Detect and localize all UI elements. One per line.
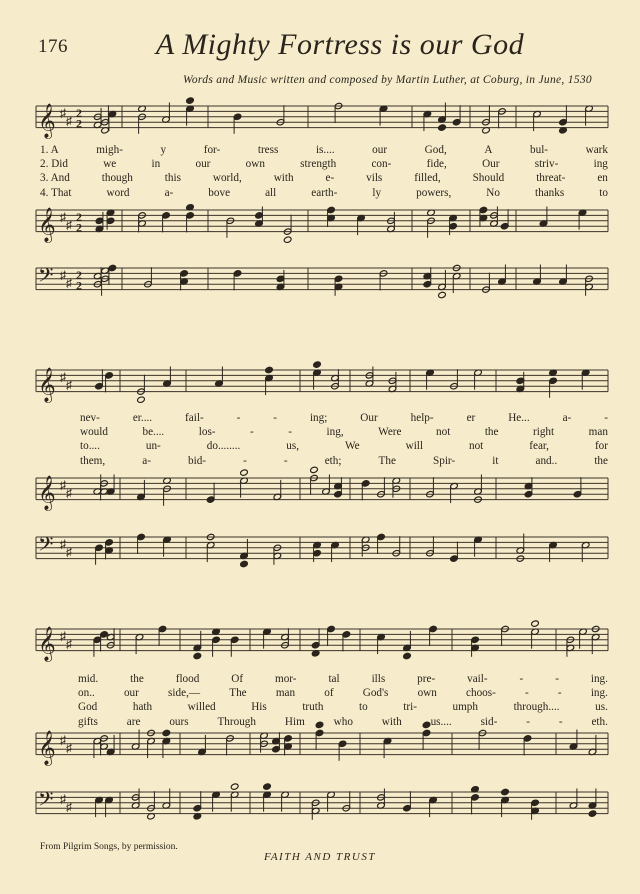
lyric-syllable: los- <box>198 426 216 439</box>
lyric-verse-2 <box>40 157 608 171</box>
lyric-verse-3 <box>80 439 608 453</box>
time-signature: 2 <box>76 278 82 293</box>
lyric-syllable: a- <box>164 186 174 199</box>
sharp-icon: ♯ <box>60 536 66 551</box>
lyric-syllable: God <box>78 701 98 714</box>
lyric-syllable: man <box>275 687 296 700</box>
lyric-syllable: though <box>101 172 133 185</box>
sharp-icon: ♯ <box>60 477 66 492</box>
lyric-syllable: ing; <box>309 412 328 424</box>
lyric-syllable: - <box>526 715 530 728</box>
lyric-syllable: and.. <box>535 454 558 467</box>
sharp-icon: ♯ <box>60 791 66 806</box>
lyric-syllable: tress <box>257 144 279 156</box>
lyric-syllable: wark <box>585 144 608 156</box>
lyric-syllable: threat- <box>536 172 566 185</box>
lyric-syllable: migh- <box>96 144 123 156</box>
sharp-icon: ♯ <box>66 799 72 814</box>
lyric-syllable: truth <box>302 701 324 714</box>
treble-clef-icon: 𝄞 <box>38 730 56 766</box>
lyric-syllable: tri- <box>403 701 417 714</box>
treble-clef-icon: 𝄞 <box>38 367 56 403</box>
sharp-icon: ♯ <box>66 740 72 755</box>
lyric-syllable: ly <box>372 186 382 199</box>
lyric-syllable: ing. <box>590 687 608 700</box>
lyric-syllable: who <box>333 715 353 728</box>
lyric-verse-1 <box>40 143 608 157</box>
lyric-syllable: Him <box>284 715 305 728</box>
lyric-syllable: - <box>243 454 247 467</box>
lyric-syllable: be.... <box>142 426 165 439</box>
lyric-verse-2 <box>78 686 608 700</box>
lyric-syllable: con- <box>371 158 392 171</box>
sharp-icon: ♯ <box>60 209 66 224</box>
treble-clef-icon: 𝄞 <box>38 626 56 662</box>
lyric-syllable: to.... <box>80 440 100 453</box>
lyric-syllable: umph <box>452 701 478 714</box>
lyric-syllable: God, <box>424 144 447 156</box>
sharp-icon: ♯ <box>60 732 66 747</box>
lyric-syllable: thanks <box>535 186 565 199</box>
note-head <box>137 396 146 403</box>
lyric-syllable: on.. <box>78 687 95 700</box>
note-head <box>265 366 274 373</box>
lyric-verse-1 <box>78 672 608 686</box>
section-category: FAITH AND TRUST <box>264 851 376 863</box>
lyric-syllable: are <box>126 715 141 728</box>
note-head <box>193 652 202 659</box>
lyric-syllable: a- <box>142 454 151 467</box>
time-signature: 2 <box>76 267 82 282</box>
bass-clef-icon: 𝄢 <box>38 787 54 816</box>
page-number: 176 <box>38 36 68 57</box>
lyric-syllable: word <box>106 186 130 199</box>
note-head <box>531 620 540 627</box>
lyric-syllable: right <box>533 426 555 439</box>
note-head <box>186 97 195 104</box>
lyric-syllable: in <box>151 158 161 171</box>
lyric-syllable: would <box>80 426 108 439</box>
lyric-syllable: en <box>597 172 608 185</box>
lyric-syllable: 3. And <box>40 172 70 185</box>
lyric-syllable: Spir- <box>433 454 456 467</box>
note-head <box>438 124 447 131</box>
lyric-syllable: not <box>436 426 451 439</box>
lyric-syllable: vils <box>366 172 383 185</box>
lyric-syllable: to <box>359 701 368 714</box>
note-head <box>588 810 597 817</box>
lyric-syllable: - <box>557 687 562 700</box>
lyric-syllable: 1. A <box>40 144 59 156</box>
note-head <box>230 783 239 790</box>
sharp-icon: ♯ <box>66 636 72 651</box>
lyric-syllable: ours <box>169 715 189 728</box>
lyric-syllable: man <box>588 426 608 439</box>
lyric-syllable: Of <box>231 673 244 685</box>
sharp-icon: ♯ <box>66 377 72 392</box>
lyric-syllable: do........ <box>206 440 241 453</box>
lyric-syllable: of <box>324 687 334 700</box>
lyric-syllable: No <box>486 186 500 199</box>
lyric-syllable: mor- <box>275 673 297 685</box>
note-head <box>240 469 249 476</box>
hymn-title: A Mighty Fortress is our God <box>155 28 525 61</box>
time-signature: 2 <box>76 116 82 131</box>
lyric-syllable: Our <box>482 158 500 171</box>
lyric-syllable: strength <box>300 158 337 171</box>
lyric-syllable: pre- <box>417 673 436 685</box>
lyric-syllable: - <box>250 426 254 439</box>
lyric-verse-2 <box>80 425 608 439</box>
lyrics-system-2 <box>80 411 608 468</box>
lyric-syllable: e- <box>325 172 335 185</box>
time-signature: 2 <box>76 209 82 224</box>
note-head <box>403 652 412 659</box>
sharp-icon: ♯ <box>60 105 66 120</box>
sharp-icon: ♯ <box>60 267 66 282</box>
lyric-syllable: nev- <box>80 412 100 424</box>
lyric-syllable: er <box>466 412 476 424</box>
lyric-syllable: The <box>229 687 247 700</box>
lyric-syllable: to <box>599 186 608 199</box>
lyrics-system-3 <box>78 672 608 729</box>
bass-clef-icon: 𝄢 <box>38 532 54 561</box>
lyric-verse-4 <box>40 186 608 200</box>
lyric-syllable: our <box>372 144 388 156</box>
lyric-syllable: ills <box>371 673 386 685</box>
bass-clef-icon: 𝄢 <box>38 263 54 292</box>
lyric-syllable: us, <box>286 440 300 453</box>
lyric-syllable: is.... <box>315 144 335 156</box>
lyric-syllable: it <box>492 454 499 467</box>
lyric-syllable: with <box>273 172 294 185</box>
lyric-syllable: choos- <box>466 687 496 700</box>
lyric-syllable: tal <box>328 673 340 685</box>
note-head <box>438 291 447 298</box>
lyric-syllable: filled, <box>414 172 441 185</box>
lyric-syllable: - <box>288 426 293 439</box>
lyric-syllable: we <box>103 158 117 171</box>
lyric-verse-1 <box>80 411 608 425</box>
lyric-syllable: our <box>123 687 139 700</box>
lyric-verse-3 <box>40 171 608 185</box>
lyric-syllable: - <box>558 715 563 728</box>
lyric-syllable: bul- <box>530 144 549 156</box>
lyric-syllable: A <box>484 144 493 156</box>
lyrics-system-1 <box>40 143 608 200</box>
lyric-syllable: We <box>345 440 360 453</box>
note-head <box>240 560 249 567</box>
lyric-syllable: fide, <box>426 158 447 171</box>
lyric-syllable: - <box>525 687 529 700</box>
lyric-syllable: eth. <box>591 715 608 728</box>
lyric-syllable: them, <box>80 454 106 467</box>
lyric-syllable: own <box>417 687 437 700</box>
lyric-syllable: for- <box>203 144 221 156</box>
lyric-syllable: fear, <box>529 440 549 453</box>
lyric-syllable: vail- <box>467 673 488 685</box>
lyric-verse-4 <box>78 715 608 729</box>
sharp-icon: ♯ <box>66 113 72 128</box>
lyric-syllable: powers, <box>416 186 452 199</box>
hymn-credit: Words and Music written and composed by Martin Luther, at Coburg, in June, 1530 <box>183 74 592 86</box>
lyric-syllable: all <box>265 186 277 199</box>
sharp-icon: ♯ <box>66 485 72 500</box>
lyric-syllable: God's <box>362 687 389 700</box>
lyric-syllable: striv- <box>534 158 559 171</box>
lyric-verse-3 <box>78 700 608 714</box>
lyric-syllable: - <box>604 412 608 424</box>
lyric-syllable: help- <box>410 412 434 424</box>
lyric-syllable: the <box>130 673 144 685</box>
sharp-icon: ♯ <box>60 628 66 643</box>
lyric-syllable: - <box>273 412 278 424</box>
lyric-syllable: earth- <box>311 186 338 199</box>
lyric-syllable: - <box>519 673 524 685</box>
lyric-syllable: Through <box>217 715 256 728</box>
lyric-syllable: ing, <box>326 426 344 439</box>
lyric-syllable: this <box>164 172 181 185</box>
lyric-syllable: side,— <box>168 687 201 700</box>
sharp-icon: ♯ <box>66 275 72 290</box>
lyric-syllable: mid. <box>78 673 99 685</box>
treble-clef-icon: 𝄞 <box>38 103 56 139</box>
lyric-syllable: gifts <box>78 715 98 728</box>
lyric-syllable: will <box>405 440 424 453</box>
sharp-icon: ♯ <box>66 544 72 559</box>
sharp-icon: ♯ <box>60 369 66 384</box>
lyric-syllable: fail- <box>185 412 204 424</box>
treble-clef-icon: 𝄞 <box>38 475 56 511</box>
permission-note: From Pilgrim Songs, by permission. <box>40 842 178 852</box>
lyric-syllable: y <box>160 144 167 156</box>
lyric-syllable: hath <box>132 701 153 714</box>
note-head <box>283 236 292 243</box>
lyric-syllable: with <box>381 715 402 728</box>
lyric-syllable: Our <box>360 412 378 424</box>
lyric-syllable: bove <box>208 186 231 199</box>
time-signature: 2 <box>76 220 82 235</box>
lyric-syllable: ing. <box>590 673 608 685</box>
lyric-syllable: He... <box>508 412 530 424</box>
lyric-syllable: - <box>236 412 241 424</box>
lyric-syllable: us. <box>595 701 608 714</box>
lyric-verse-4 <box>80 454 608 468</box>
lyric-syllable: sid- <box>480 715 498 728</box>
lyric-syllable: eth; <box>324 454 342 467</box>
lyric-syllable: un- <box>145 440 161 453</box>
lyric-syllable: His <box>251 701 267 714</box>
lyric-syllable: world, <box>212 172 242 185</box>
lyric-syllable: the <box>484 426 499 439</box>
note-head <box>501 788 510 795</box>
lyric-syllable: not <box>468 440 484 453</box>
time-signature: 2 <box>76 105 82 120</box>
lyric-syllable: - <box>555 673 559 685</box>
lyric-syllable: willed <box>187 701 216 714</box>
lyric-syllable: bid- <box>188 454 207 467</box>
lyric-syllable: 4. That <box>40 186 72 199</box>
sharp-icon: ♯ <box>66 217 72 232</box>
lyric-syllable: ing <box>593 158 608 171</box>
lyric-syllable: our <box>195 158 211 171</box>
lyric-syllable: a- <box>562 412 572 424</box>
lyric-syllable: us.... <box>430 715 452 728</box>
lyric-syllable: flood <box>175 673 200 685</box>
lyric-syllable: own <box>245 158 265 171</box>
note-head <box>263 783 272 790</box>
lyric-syllable: 2. Did <box>40 158 68 171</box>
lyric-syllable: - <box>283 454 288 467</box>
lyric-syllable: The <box>378 454 396 467</box>
treble-clef-icon: 𝄞 <box>38 207 56 243</box>
lyric-syllable: through.... <box>513 701 560 714</box>
lyric-syllable: er.... <box>132 412 153 424</box>
lyric-syllable: for <box>594 440 608 453</box>
lyric-syllable: Should <box>472 172 505 185</box>
note-head <box>162 729 171 736</box>
note-head <box>313 361 322 368</box>
lyric-syllable: Were <box>378 426 402 439</box>
lyric-syllable: the <box>594 454 608 467</box>
